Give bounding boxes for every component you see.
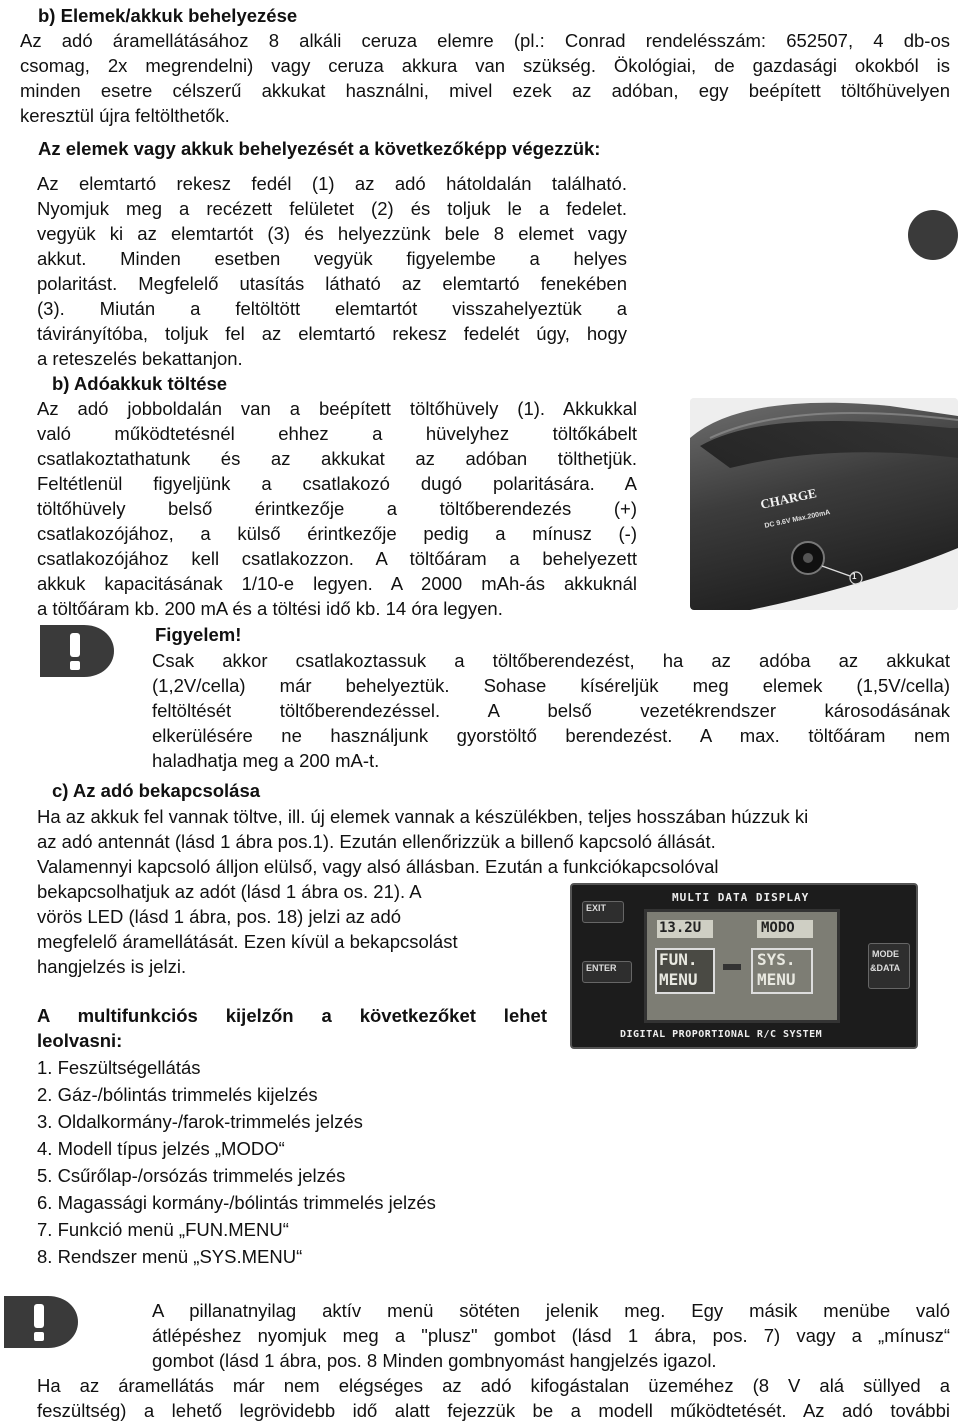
text-line: Ha az akkuk fel vannak töltve, ill. új elemek vannak a készülékben, teljes hosszában húzzuk ki: [37, 806, 809, 827]
section-heading-charging: b) Adóakkuk töltése: [52, 373, 228, 394]
text-line: bekapcsolhatjuk az adót (lásd 1 ábra os. 21). A: [37, 881, 422, 902]
text-line: keresztül újra feltölthetők.: [20, 105, 230, 126]
lcd-fun-menu-2: MENU: [659, 970, 698, 989]
filled-circle-icon: [908, 210, 958, 260]
text-line: haladhatja meg a 200 mA-t.: [152, 750, 380, 771]
text-line: Valamennyi kapcsoló álljon elülső, vagy alsó állásban. Ezután a funkciókapcsolóval: [37, 856, 719, 877]
text-line: vörös LED (lásd 1 ábra, pos. 18) jelzi az adó: [37, 906, 402, 927]
text-line: gombot (lásd 1 ábra, pos. 8 Minden gombnyomást hangjelzés igazol.: [152, 1350, 717, 1371]
text-line: polaritást. Megfelelő utasítás látható az elemtartó fenekében: [37, 273, 627, 294]
list-item: 7. Funkció menü „FUN.MENU“: [37, 1219, 289, 1240]
lcd-sys-menu-1: SYS.: [757, 950, 796, 969]
paragraph-charging: [37, 396, 637, 596]
display-title: MULTI DATA DISPLAY: [672, 891, 810, 904]
text-line: A pillanatnyilag aktív menü sötéten jelenik meg. Egy másik menübe való: [152, 1300, 950, 1321]
paragraph-warning: [152, 648, 950, 748]
text-line: (3). Miután a feltöltött elemtartót visszahelyeztük a: [37, 298, 627, 319]
text-line: töltőhüvely belső érintkezője a töltőberendezés (+): [37, 498, 637, 519]
subheading-insertion: Az elemek vagy akkuk behelyezését a következőképp végezzük:: [38, 138, 601, 159]
text-line: Nyomjuk meg a recézett felületet (2) és toljuk le a fedelet.: [37, 198, 627, 219]
text-line: elkerülésére ne használjunk gyorstöltő berendezést. A max. töltőáram nem: [152, 725, 950, 746]
text-line: minden esetre célszerű akkukat használni, mivel ezek az adóban, egy beépített töltőhüvelyen: [20, 80, 950, 101]
text-line: csatlakozójához, a külső érintkezője pedig a mínusz (-): [37, 523, 637, 544]
exit-label: EXIT: [586, 903, 607, 913]
warning-title: Figyelem!: [155, 624, 242, 645]
warning-exclamation-icon: [4, 1296, 78, 1348]
socket-marker-label: 1: [852, 572, 857, 581]
text-line: távirányítóba, toljuk fel az elemtartó rekesz fedelét úgy, hogy: [37, 323, 627, 344]
list-item: 8. Rendszer menü „SYS.MENU“: [37, 1246, 303, 1267]
list-item: 5. Csűrőlap-/orsózás trimmelés jelzés: [37, 1165, 346, 1186]
lcd-fun-menu-1: FUN.: [659, 950, 698, 969]
text-line: Feltétlenül figyeljünk a csatlakozó dugó polaritására. A: [37, 473, 637, 494]
text-line: megfelelő áramellátását. Ezen kívül a bekapcsolást: [37, 931, 458, 952]
multi-data-display-photo: [570, 883, 918, 1049]
text-line: a reteszelés bekattanjon.: [37, 348, 243, 369]
text-line: akkuk kapacitásának 1/10-e legyen. A 2000 mAh-ás akkuknál: [37, 573, 637, 594]
text-line: vegyük ki az elemtartót (3) és helyezzünk bele 8 elemet vagy: [37, 223, 627, 244]
lcd-screen: [644, 909, 840, 1023]
charge-rating-label: DC 9.6V Max.200mA: [764, 509, 831, 530]
text-line: Az adó áramellátásához 8 alkáli ceruza elemre (pl.: Conrad rendelésszám: 652507, 4 db-os: [20, 30, 950, 51]
mode-label: MODE: [872, 949, 899, 959]
text-line: Ha az áramellátás már nem elégséges az adó kifogástalan üzeméhez (8 V alá süllyed a: [37, 1375, 950, 1396]
multi-display-heading: [37, 1003, 547, 1028]
text-line: hangjelzés is jelzi.: [37, 956, 187, 977]
text-line: feltöltését töltőberendezéssel. A belső vezetékrendszer károsodásának: [152, 700, 950, 721]
paragraph-insertion: [37, 171, 627, 346]
text-line: csatlakoztathatunk és az akkukat az adóban tölthetjük.: [37, 448, 637, 469]
text-line: való működtetésnél ehhez a hüvelyhez töltőkábelt: [37, 423, 637, 444]
text-line: akkut. Minden esetben vegyük figyelembe a helyes: [37, 248, 627, 269]
charge-label: CHARGE: [758, 485, 818, 512]
list-item: 6. Magassági kormány-/bólintás trimmelés jelzés: [37, 1192, 436, 1213]
charging-socket-photo: [690, 398, 958, 610]
lcd-voltage: 13.2U: [659, 920, 702, 936]
paragraph-menu-note: [152, 1298, 950, 1348]
text-line: átlépéshez nyomjuk meg a "plusz" gombot (lásd 1 ábra, pos. 7) vagy a „mínusz“: [152, 1325, 950, 1346]
list-item: 4. Modell típus jelzés „MODO“: [37, 1138, 285, 1159]
paragraph-batteries: [20, 28, 950, 103]
list-item: 3. Oldalkormány-/farok-trimmelés jelzés: [37, 1111, 363, 1132]
warning-exclamation-icon: [40, 625, 114, 677]
display-footer-label: DIGITAL PROPORTIONAL R/C SYSTEM: [620, 1029, 823, 1040]
lcd-model-mode: MODO: [761, 920, 795, 936]
text-line: a töltőáram kb. 200 mA és a töltési idő kb. 14 óra legyen.: [37, 598, 503, 619]
multi-display-heading-2: leolvasni:: [37, 1030, 123, 1051]
text-line: Az elemtartó rekesz fedél (1) az adó hátoldalán található.: [37, 173, 627, 194]
text-line: az adó antennát (lásd 1 ábra pos.1). Ezután ellenőrizzük a billenő kapcsoló állását.: [37, 831, 716, 852]
enter-label: ENTER: [586, 963, 617, 973]
text-line: A multifunkciós kijelzőn a következőket lehet: [37, 1005, 547, 1026]
text-line: Az adó jobboldalán van a beépített töltőhüvely (1). Akkukkal: [37, 398, 637, 419]
text-line: feszültség) a lehető legrövidebb idő alatt fejezzük be a modell működtetését. Az adó további: [37, 1400, 950, 1421]
text-line: csomag, 2x megrendelni) vagy ceruza akkura van szükség. Ökológiai, de gazdasági okokból is: [20, 55, 950, 76]
lcd-sys-menu-2: MENU: [757, 970, 796, 989]
list-item: 1. Feszültségellátás: [37, 1057, 201, 1078]
paragraph-low-power: [37, 1373, 950, 1423]
text-line: csatlakozójához kell csatlakozzon. A töltőáram a behelyezett: [37, 548, 637, 569]
section-heading-power-on: c) Az adó bekapcsolása: [52, 780, 261, 801]
list-item: 2. Gáz-/bólintás trimmelés kijelzés: [37, 1084, 318, 1105]
section-heading-batteries: b) Elemek/akkuk behelyezése: [38, 5, 298, 26]
mode-data-label: &DATA: [870, 963, 901, 973]
text-line: Csak akkor csatlakoztassuk a töltőberendezést, ha az adóba az akkukat: [152, 650, 950, 671]
text-line: (1,2V/cella) már behelyeztük. Sohase kíséreljük meg elemek (1,5V/cella): [152, 675, 950, 696]
